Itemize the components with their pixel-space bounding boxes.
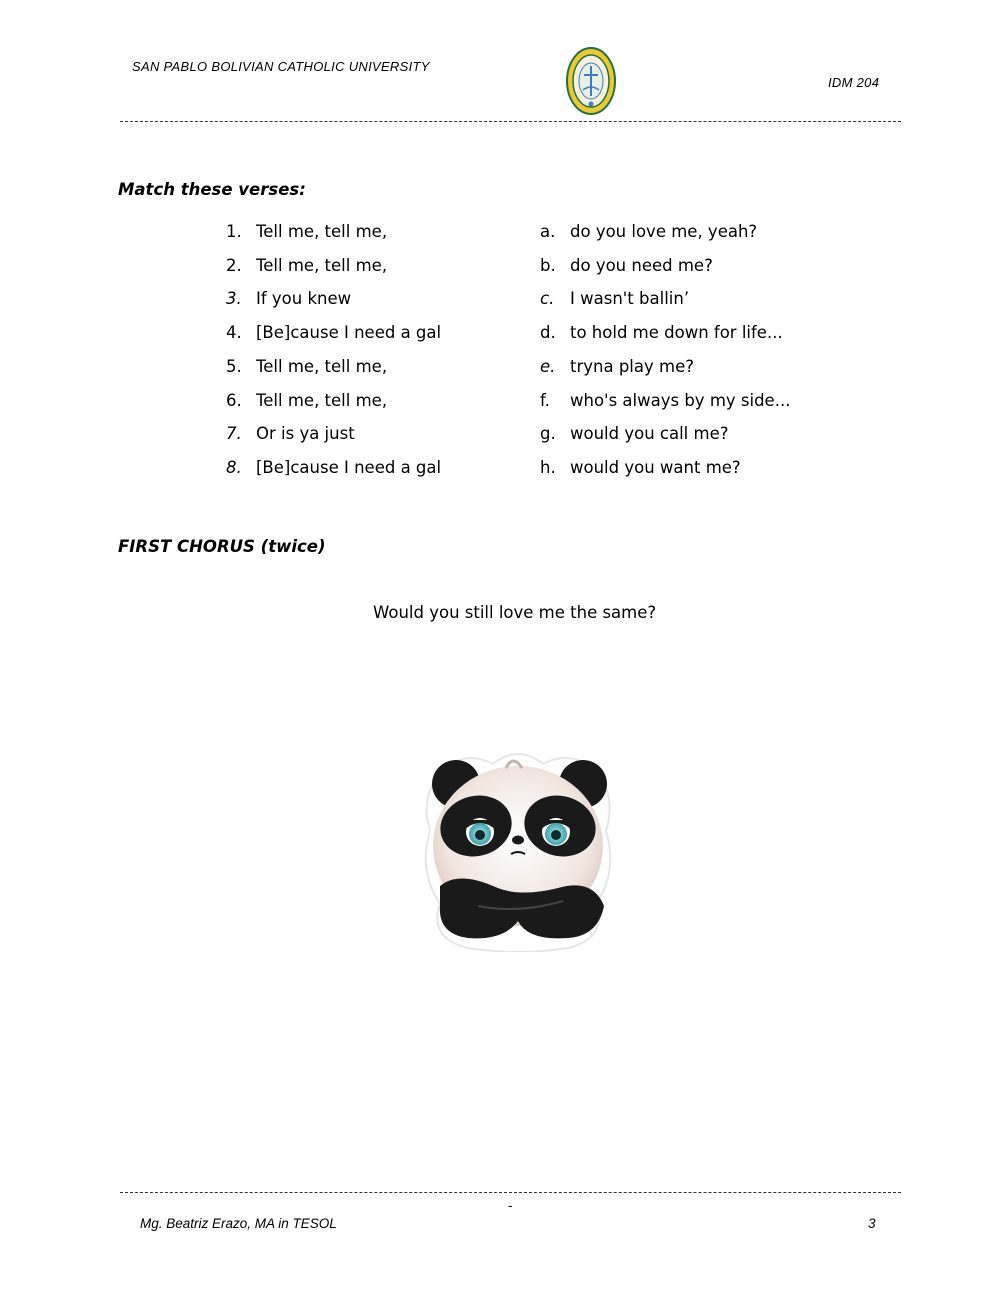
page-number: 3 [868, 1216, 876, 1231]
item-text: would you call me? [570, 424, 729, 443]
item-text: Tell me, tell me, [256, 222, 388, 241]
item-marker: 5. [226, 357, 242, 376]
item-marker: g. [540, 424, 556, 443]
item-marker: d. [540, 323, 556, 342]
item-text: [Be]cause I need a gal [256, 458, 442, 477]
chorus-line: Would you still love me the same? [373, 603, 657, 622]
item-marker: 8. [226, 458, 242, 477]
item-marker: b. [540, 256, 556, 275]
item-text: do you need me? [570, 256, 713, 275]
item-text: Tell me, tell me, [256, 391, 388, 410]
item-text: [Be]cause I need a gal [256, 323, 442, 342]
item-text: who's always by my side... [570, 391, 791, 410]
exercise-title: Match these verses: [118, 180, 306, 199]
grumpy-panda-sticker [418, 746, 618, 952]
item-marker: a. [540, 222, 556, 241]
item-marker: e. [540, 357, 556, 376]
course-code: IDM 204 [828, 75, 880, 90]
footer-author: Mg. Beatriz Erazo, MA in TESOL [140, 1216, 337, 1231]
header-divider [120, 121, 901, 122]
item-marker: 2. [226, 256, 242, 275]
item-text: tryna play me? [570, 357, 694, 376]
item-marker: 7. [226, 424, 242, 443]
chorus-title: FIRST CHORUS (twice) [118, 537, 326, 556]
item-marker: 6. [226, 391, 242, 410]
item-marker: c. [540, 289, 555, 308]
item-text: Or is ya just [256, 424, 355, 443]
item-text: would you want me? [570, 458, 741, 477]
item-marker: 3. [226, 289, 242, 308]
item-marker: 1. [226, 222, 242, 241]
item-text: do you love me, yeah? [570, 222, 758, 241]
university-seal-icon [565, 46, 617, 116]
item-text: If you knew [256, 289, 352, 308]
footer-divider [120, 1192, 901, 1193]
institution-name: SAN PABLO BOLIVIAN CATHOLIC UNIVERSITY [132, 59, 430, 74]
item-marker: h. [540, 458, 556, 477]
item-text: Tell me, tell me, [256, 256, 388, 275]
item-text: to hold me down for life... [570, 323, 783, 342]
item-marker: 4. [226, 323, 242, 342]
item-marker: f. [540, 391, 550, 410]
item-text: I wasn't ballin’ [570, 289, 690, 308]
footer-dash: - [508, 1198, 513, 1213]
item-text: Tell me, tell me, [256, 357, 388, 376]
